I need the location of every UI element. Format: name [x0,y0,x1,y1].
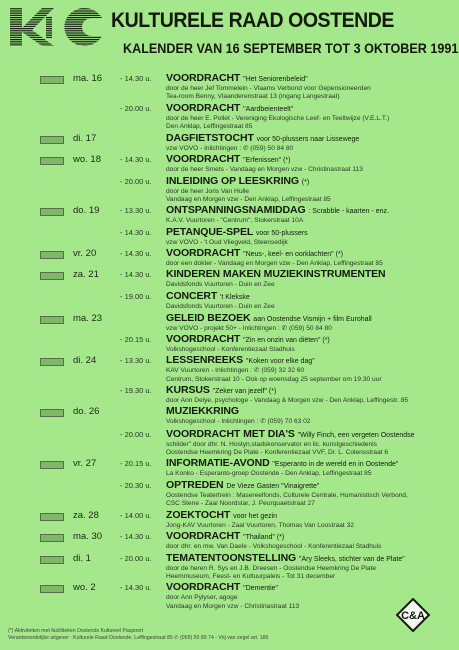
event-day: za. 21 [73,269,99,281]
event-subtitle: "Zeker van jezelf" (*) [212,388,277,396]
event-title-line [166,479,319,491]
event-time: - 20.00 u. [120,429,152,439]
event-title-line [166,102,293,114]
event-day: za. 28 [73,510,99,522]
event-subtitle: : Scrabble - kaarten - enz. [308,208,389,216]
event-title-line [166,581,278,593]
event-subtitle: "Zin en onzin van diëten" (*) [243,337,330,345]
event-headline [0,335,459,346]
event-detail: door de heren R. Sys en J.B. Dreesen - Oostendse Heemkring De Plate [166,564,377,572]
event-day: vr. 20 [73,247,97,259]
event-subtitle: "Esperanto in de wereld en in Oostende" [272,461,399,469]
event-marker-icon [40,157,64,165]
event-title-line [166,268,386,280]
event-time: - 20.00 u. [120,176,152,186]
event-row [0,134,459,153]
event-title: VOORDRACHT MET DIA'S [166,427,295,440]
event-title: OPTREDEN [166,478,224,491]
event-day: wo. 2 [73,582,96,594]
event-title: TEMATENTOONSTELLING [166,551,297,564]
event-row [0,101,459,132]
event-title-line [166,175,309,187]
event-time: - 14.30 u. [120,227,152,237]
event-headline [0,356,459,367]
event-detail: door de heer Joris Van Hulle [166,187,250,195]
event-subtitle: voor 50-plussers naar Lissewege [256,136,360,144]
event-detail: La Konko - Esperanto-groep Oostende - Den Anklap, Leffingestraat 85 [166,470,372,478]
event-row [0,270,459,289]
event-detail: CSC Stene - Zaal Noordstar, J. Peurquaetstraat 27 [166,499,315,507]
event-title: INFORMATIE-AVOND [166,457,270,470]
event-day: wo. 18 [73,154,101,166]
event-marker-icon [40,556,64,564]
event-subtitle: "Thailand" (*) [243,534,285,542]
event-detail: vzw VOVO - 't Oud Vliegveld, Steensedijk [166,238,288,246]
event-row [0,583,459,611]
event-day: ma. 30 [73,531,103,543]
event-row [0,225,459,247]
event-detail: Volkshogeschool - Inlichtingen : ✆ (059) 70 63 02 [166,418,311,426]
event-row [0,356,459,384]
event-title: MUZIEKKRING [166,405,239,418]
event-time: - 14.30 u. [120,532,152,542]
event-marker-icon [40,513,64,521]
event-detail: door Ann Delye, psychologe - Vandaag & Morgen vzw - Den Anklap, Leffingestr. 85 [166,397,409,405]
event-row [0,289,459,311]
event-subtitle: "Koken voor elke dag" [245,358,315,366]
event-title-line [166,509,277,521]
event-marker-icon [40,316,64,324]
event-headline [0,511,459,522]
page-title: KULTURELE RAAD OOSTENDE [111,9,394,32]
event-subtitle: voor 50-plussers [255,229,308,237]
event-marker-icon [40,76,64,84]
event-detail: Heemmuseum, Feest- en Kultuurpaleis - Tot 31 december [166,573,336,581]
event-row [0,335,459,354]
event-time: - 14.30 u. [120,155,152,165]
event-time: - 14.30 u. [120,583,152,593]
event-detail: KAV Vuurtoren - Inlichtingen : ✆ (059) 32 32 60 [166,367,305,375]
event-headline [0,478,459,492]
event-detail: Davidsfonds Vuurtoren - Duin en Zee [166,281,275,289]
event-detail: Vandaag en Morgen vzw - Christinastraat 113 [166,602,300,610]
event-detail: door de heer Jef Tommelein - Vlaams Verbond voor Gepensioneerden [166,85,371,92]
event-title-line [166,405,239,417]
event-subtitle: "Het Seniorenbeleid" [243,76,308,83]
event-title: ZOEKTOCHT [166,509,231,522]
event-time: - 20.00 u. [120,553,152,563]
event-title-line [166,428,415,440]
event-title-line [166,247,343,259]
event-detail: Jong-KAV Vuurtoren - Zaal Vuurtoren, Thomas Van Loostraat 32 [166,522,354,530]
event-time: - 20.00 u. [120,103,152,113]
event-time: - 13.30 u. [120,206,152,216]
event-day: ma. 16 [73,73,103,84]
event-time: - 14.30 u. [120,270,152,280]
kc-logo-icon [8,6,104,48]
event-day: do. 19 [73,205,100,217]
event-title: KINDEREN MAKEN MUZIEKINSTRUMENTEN [166,268,386,281]
event-headline [0,155,459,166]
event-day: ma. 23 [73,312,103,324]
event-detail: door Ann Pylyser, agoge [166,594,238,602]
event-detail: Vandaag en Morgen vzw - Den Anklap, Leffingestraat 85 [166,196,331,204]
event-title-line [166,153,290,165]
event-title: CONCERT [166,289,218,302]
event-day: di. 24 [73,355,97,367]
event-title-line [166,204,389,216]
event-time: - 14.00 u. [120,511,152,521]
event-row [0,551,459,582]
event-row [0,311,459,333]
event-title-line [166,132,359,144]
event-row [0,532,459,551]
event-title: LESSENREEKS [166,354,244,367]
event-subtitle: "Dementie" [243,585,279,593]
event-time: - 20.30 u. [120,480,152,490]
event-detail: K.A.V. Vuurtoren - "Centrum", Stokerstraat 10A [166,217,304,225]
event-headline [0,551,459,565]
footnote: (*) Aktiviteiten met facilliteiten Oostends Kultureel Paspoort [8,628,144,634]
event-headline [0,134,459,145]
event-title-line [166,530,284,542]
event-title-line [166,312,372,324]
event-day: di. 1 [73,552,91,564]
event-headline [0,386,459,397]
event-marker-icon [40,208,64,216]
event-headline [0,427,459,441]
event-time: - 13.30 u. [120,356,152,366]
event-headline [0,407,459,418]
event-headline [0,532,459,543]
event-title: KURSUS [166,384,210,397]
event-subtitle: "Ary Sleeks, stichter van de Plate" [298,555,405,563]
event-marker-icon [40,272,64,280]
event-headline [0,311,459,325]
event-detail: door de heer E. Pollet - Vereniging Ekologische Leef- en Teeltwijze (V.E.L.T.) [166,114,390,122]
event-day: vr. 27 [73,458,97,470]
ca-stamp-text: C&A [401,610,425,622]
event-row [0,511,459,530]
event-marker-icon [40,409,64,417]
event-subtitle: "Aardbeienteelt" [243,105,294,113]
event-headline [0,289,459,303]
event-marker-icon [40,534,64,542]
event-time: - 19.00 u. [120,291,152,301]
event-detail: Tea-room Benny, Vlaanderenstraat 13 (ingang Langestraat) [166,93,340,101]
event-title: VOORDRACHT [166,581,241,594]
publisher-note: Verantwoordelijke uitgever : Kulturele Raad Oostende, Leffingestraat 85 ✆ (059) 50 89 74 - Vrij van zegel art. 186 [8,635,269,641]
event-detail: vzw VOVO - Inlichtingen : ✆ (059) 50 84 80 [166,145,294,153]
event-detail: Davidsfonds Vuurtoren - Duin en Zee [166,302,275,310]
event-subtitle: voor het gezin [233,513,278,521]
event-title-line [166,72,308,84]
event-detail: door de heer Smets - Vandaag en Morgen vzw - Christinastraat 113 [166,166,363,174]
event-headline [0,270,459,281]
event-title: GELEID BEZOEK [166,311,251,324]
event-detail: Oostendse Teatertrein : Masereelfonds, Culturele Centrale, Humanistisch Verbond, [166,491,408,499]
event-row [0,459,459,478]
event-subtitle: 't Klekske [220,293,250,301]
event-subtitle: "Neus-, keel- en oorklachten" (*) [243,250,343,258]
event-time: - 19.30 u. [120,386,152,396]
event-headline [0,74,459,85]
event-subtitle: De Vieze Gasten "Vinaigrette" [226,482,320,490]
event-title: VOORDRACHT [166,530,241,543]
ca-stamp-icon [396,598,430,632]
event-row [0,427,459,458]
event-headline [0,459,459,470]
event-row [0,74,459,102]
event-marker-icon [40,358,64,366]
event-list [0,74,459,613]
event-detail: Centrum, Stokerstraat 10 - Ook op woensdag 25 september om 19.30 uur [166,375,382,383]
event-title-line [166,354,315,366]
event-row [0,246,459,268]
event-marker-icon [40,585,64,593]
event-title-line [166,552,405,564]
event-headline [0,101,459,115]
event-detail: Oostendse Heemkring De Plate - Konferentiezaal VVF, Dr. L. Colensstraat 6 [166,448,389,456]
event-detail: door dhr. en mw. Van Daele - Volkshogeschool - Konferentiezaal Stadhuis [166,543,382,551]
footer [8,628,268,642]
event-headline [0,174,459,188]
event-title: INLEIDING OP LEESKRING [166,174,299,187]
event-row [0,478,459,509]
event-title-line [166,457,398,469]
event-detail: vzw VOVO - projekt 50+ - Inlichtingen : ✆ (059) 50 84 80 [166,324,332,332]
event-headline [0,583,459,594]
event-subtitle: "Willy Finch, een vergeten Oostendse [297,431,415,439]
event-marker-icon [40,136,64,144]
event-title: VOORDRACHT [166,333,241,346]
event-title: VOORDRACHT [166,246,241,259]
event-detail: door een dokter - Vandaag en Morgen vzw - Den Anklap, Leffingestraat 85 [166,259,383,267]
event-headline [0,246,459,260]
event-headline [0,206,459,217]
event-title: ONTSPANNINGSNAMIDDAG [166,204,306,217]
event-headline [0,225,459,239]
event-title-line [166,384,276,396]
header [0,0,459,72]
event-time: - 14.30 u. [120,248,152,258]
event-title: PETANQUE-SPEL [166,225,253,238]
event-row [0,174,459,205]
event-title: VOORDRACHT [166,101,241,114]
event-time: - 20.15 u. [120,459,152,469]
event-row [0,407,459,426]
event-time: - 14.30 u. [120,74,152,83]
event-subtitle: "Erfenissen" (*) [243,157,291,165]
event-day: di. 17 [73,133,97,145]
page-subtitle: KALENDER VAN 16 SEPTEMBER TOT 3 OKTOBER 1991 [123,40,459,56]
event-detail: Volkshogeschool - Konferentiezaal Stadhuis [166,346,295,354]
event-time: - 20.15 u. [120,335,152,345]
event-title: VOORDRACHT [166,72,241,84]
event-row [0,155,459,174]
event-title-line [166,290,250,302]
event-title: VOORDRACHT [166,153,241,166]
event-marker-icon [40,461,64,469]
event-row [0,386,459,405]
event-detail: Den Anklap, Leffingestraat 85 [166,122,253,130]
event-detail: schilder" door dhr. N. Hostyn,stadskonservator en lic. kunstgeschiedenis [166,440,377,448]
event-title-line [166,333,330,345]
event-subtitle: aan Oostendse Vismijn + film Eurohall [253,315,372,323]
event-subtitle: (*) [301,178,310,186]
event-title-line [166,226,308,238]
event-marker-icon [40,251,64,259]
event-row [0,206,459,225]
event-title: DAGFIETSTOCHT [166,132,254,145]
event-day: do. 26 [73,406,100,418]
